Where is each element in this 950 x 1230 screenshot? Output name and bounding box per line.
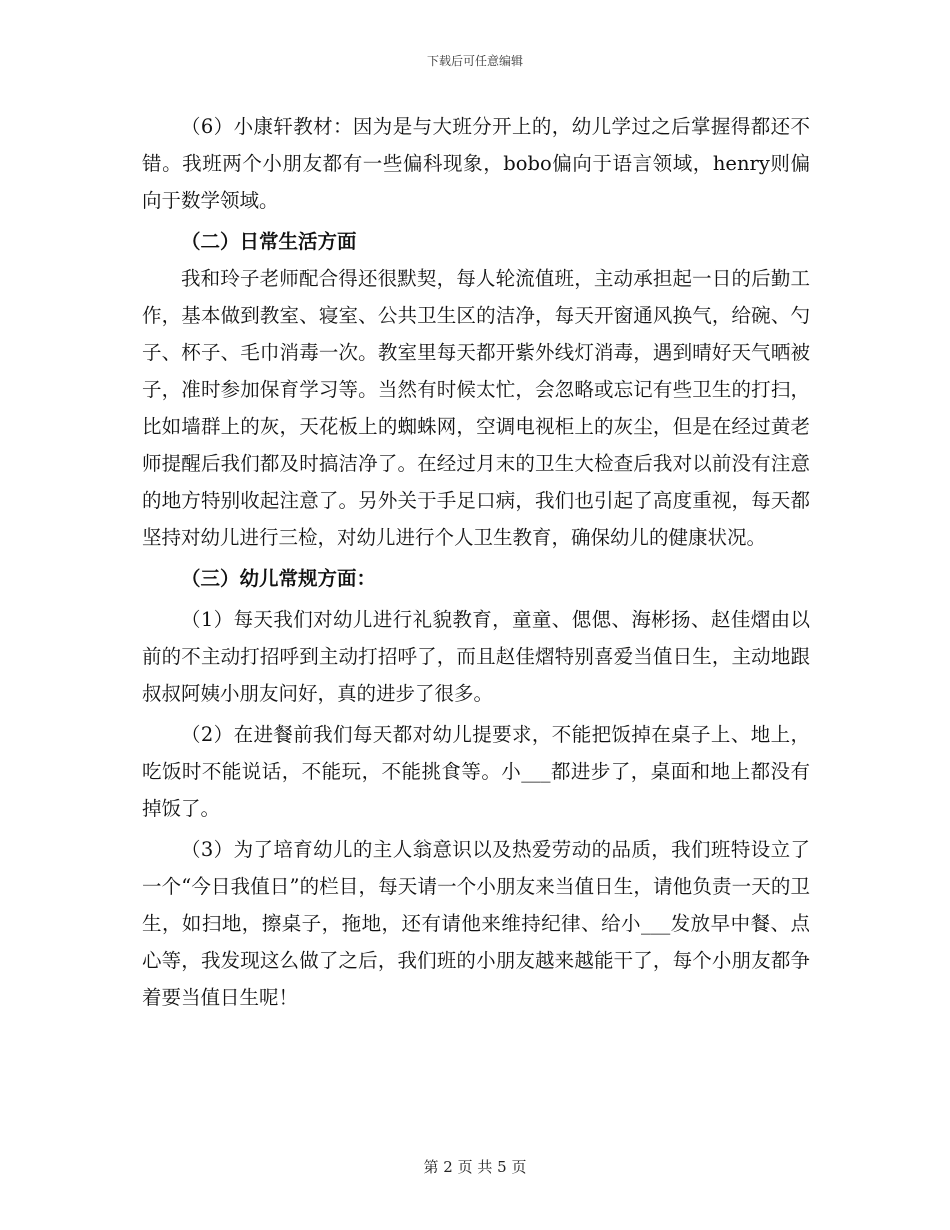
paragraph-daily-life: 我和玲子老师配合得还很默契，每人轮流值班，主动承担起一日的后勤工作，基本做到教室、寝室、公共卫生区的洁净，每天开窗通风换气，给碗、勺子、杯子、毛巾消毒一次。教室里每天都开紫外线灯消毒，遇到晴好天气晒被子，准时参加保育学习等。当然有时候太忙，会忽略或忘记有些卫生的打扫，比如墙群上的灰，天花板上的蜘蛛网，空调电视柜上的灰尘，但是在经过黄老师提醒后我们都及时搞洁净了。在经过月末的卫生大检查后我对以前没有注意的地方特别收起注意了。另外关于手足口病，我们也引起了高度重视，每天都坚持对幼儿进行三检，对幼儿进行个人卫生教育，确保幼儿的健康状况。 [142,267,810,549]
paragraph-textbook: （6）小康轩教材：因为是与大班分开上的，幼儿学过之后掌握得都还不错。我班两个小朋友都有一些偏科现象，bobo偏向于语言领域，henry则偏向于数学领域。 [142,115,810,212]
section-heading-daily-life: （二）日常生活方面 [181,230,357,253]
paragraph-routine-3: （3）为了培育幼儿的主人翁意识以及热爱劳动的品质，我们班特设立了一个“今日我值日”的栏目，每天请一个小朋友来当值日生，请他负责一天的卫生，如扫地，擦桌子，拖地，还有请他来维持纪律、给小___发放早中餐、点心等，我发现这么做了之后，我们班的小朋友越来越能干了，每个小朋友都争着要当值日生呢！ [142,838,810,1009]
section-heading-routines: （三）幼儿常规方面： [181,567,377,590]
paragraph-routine-2: （2）在进餐前我们每天都对幼儿提要求，不能把饭掉在桌子上、地上，吃饭时不能说话，不能玩，不能挑食等。小___都进步了，桌面和地上都没有掉饭了。 [142,723,810,820]
page-footer: 第 2 页 共 5 页 [423,1158,527,1176]
page-header: 下载后可任意编辑 [426,54,523,68]
document-body [142,108,810,1016]
paragraph-routine-1: （1）每天我们对幼儿进行礼貌教育，童童、偲偲、海彬扬、赵佳熠由以前的不主动打招呼到主动打招呼了，而且赵佳熠特别喜爱当值日生，主动地跟叔叔阿姨小朋友问好，真的进步了很多。 [142,608,810,705]
